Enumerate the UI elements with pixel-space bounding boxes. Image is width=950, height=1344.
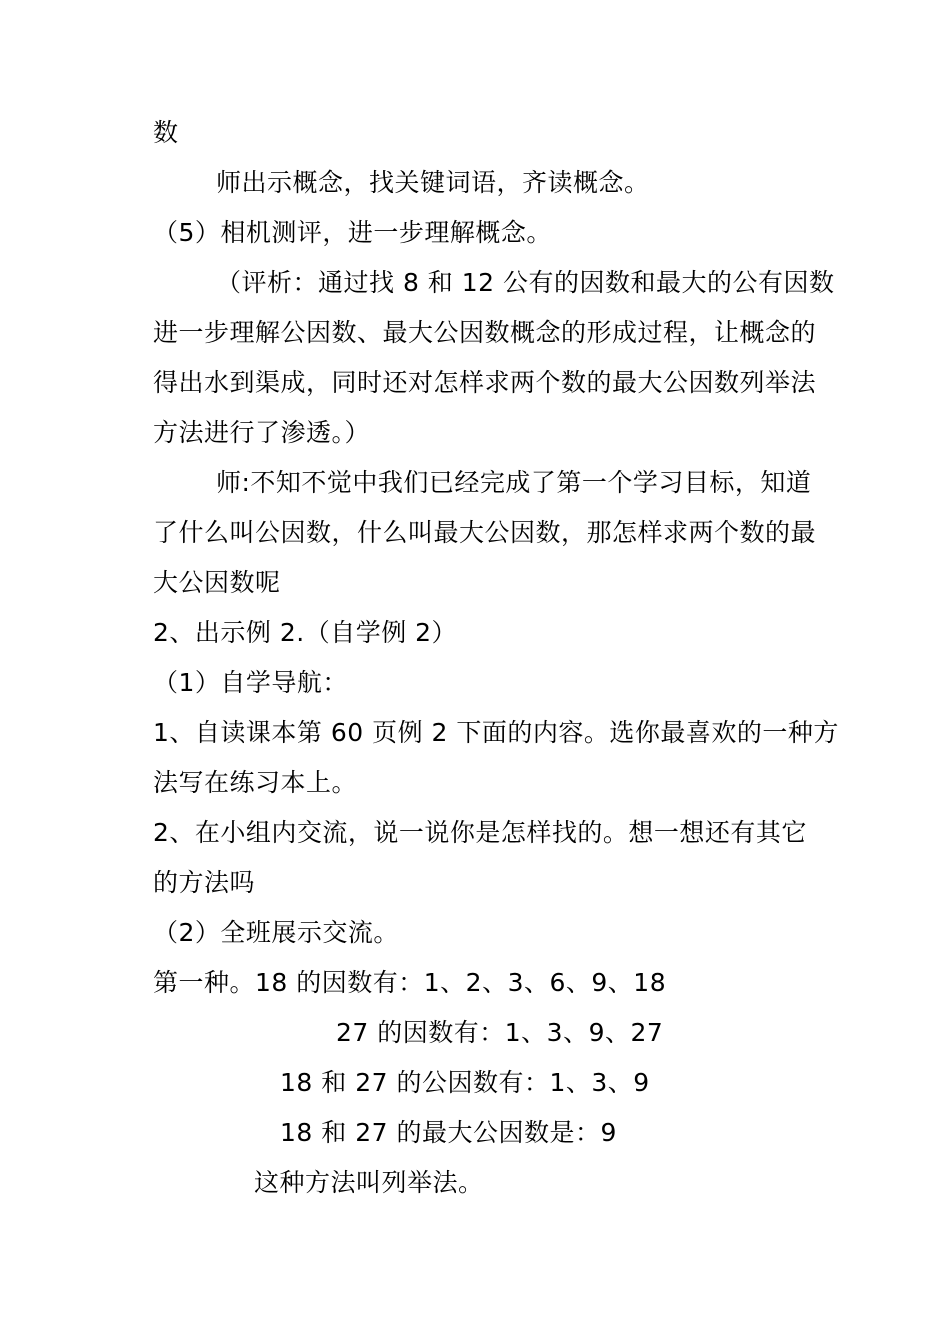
text-line-12: （1）自学导航： xyxy=(153,668,348,697)
text-line-2: 师出示概念，找关键词语，齐读概念。 xyxy=(216,168,650,197)
text-line-21: 18 和 27 的最大公因数是：9 xyxy=(280,1118,617,1147)
text-line-17: （2）全班展示交流。 xyxy=(153,918,399,947)
text-line-14: 法写在练习本上。 xyxy=(153,768,358,797)
text-line-16: 的方法吗 xyxy=(153,868,256,897)
text-line-4: （评析：通过找 8 和 12 公有的因数和最大的公有因数 xyxy=(216,268,835,297)
text-line-8: 师:不知不觉中我们已经完成了第一个学习目标，知道 xyxy=(216,468,812,497)
text-line-22: 这种方法叫列举法。 xyxy=(254,1168,484,1197)
text-line-1: 数 xyxy=(153,118,179,147)
text-line-5: 进一步理解公因数、最大公因数概念的形成过程，让概念的 xyxy=(153,318,817,347)
text-line-13: 1、自读课本第 60 页例 2 下面的内容。选你最喜欢的一种方 xyxy=(153,718,839,747)
text-line-10: 大公因数呢 xyxy=(153,568,281,597)
text-line-15: 2、在小组内交流，说一说你是怎样找的。想一想还有其它 xyxy=(153,818,807,847)
text-line-11: 2、出示例 2.（自学例 2） xyxy=(153,618,458,647)
text-line-19: 27 的因数有：1、3、9、27 xyxy=(336,1018,664,1047)
text-line-9: 了什么叫公因数，什么叫最大公因数，那怎样求两个数的最 xyxy=(153,518,817,547)
text-line-7: 方法进行了渗透。） xyxy=(153,418,371,447)
text-line-20: 18 和 27 的公因数有：1、3、9 xyxy=(280,1068,650,1097)
text-line-18: 第一种。18 的因数有：1、2、3、6、9、18 xyxy=(153,968,667,997)
text-line-6: 得出水到渠成，同时还对怎样求两个数的最大公因数列举法 xyxy=(153,368,817,397)
text-line-3: （5）相机测评，进一步理解概念。 xyxy=(153,218,552,247)
